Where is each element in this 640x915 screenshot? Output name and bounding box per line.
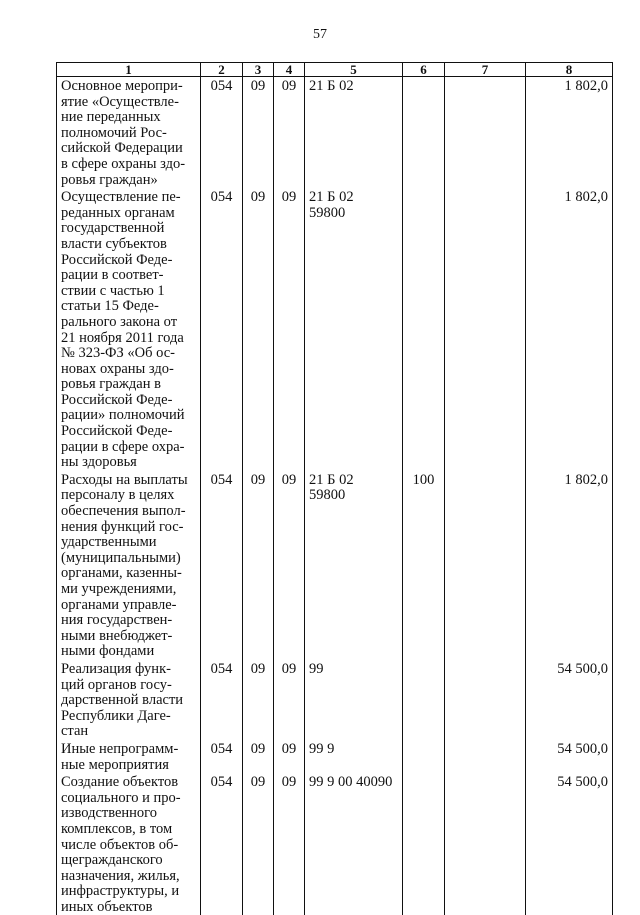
row-name-line: ния государствен- bbox=[61, 613, 196, 629]
row-name-line: (муниципальными) bbox=[61, 551, 196, 567]
subsection-code: 09 bbox=[274, 471, 305, 660]
column-header: 7 bbox=[445, 63, 526, 77]
target-article-line: 21 Б 02 bbox=[309, 190, 398, 206]
amount-value: 1 802,0 bbox=[526, 77, 613, 189]
row-name bbox=[57, 77, 201, 189]
target-article-code bbox=[305, 660, 403, 740]
row-name-line: Иные непрограмм- bbox=[61, 742, 196, 758]
row-name-line: Расходы на выплаты bbox=[61, 473, 196, 489]
column-header: 5 bbox=[305, 63, 403, 77]
table-row bbox=[57, 740, 613, 773]
section-code: 09 bbox=[243, 773, 274, 915]
expense-type-code bbox=[403, 660, 445, 740]
target-article-line: 99 bbox=[309, 662, 398, 678]
row-name-line: Основное меропри- bbox=[61, 79, 196, 95]
row-name-line: ные мероприятия bbox=[61, 758, 196, 774]
table-body bbox=[57, 77, 613, 915]
subsection-code: 09 bbox=[274, 660, 305, 740]
row-name-line: дарственной власти bbox=[61, 693, 196, 709]
section-code: 09 bbox=[243, 740, 274, 773]
row-name-line: власти субъектов bbox=[61, 237, 196, 253]
row-name-line: № 323-ФЗ «Об ос- bbox=[61, 346, 196, 362]
table-header-row bbox=[57, 63, 613, 77]
table-row bbox=[57, 660, 613, 740]
ministry-code: 054 bbox=[201, 471, 243, 660]
amount-value: 1 802,0 bbox=[526, 471, 613, 660]
row-name bbox=[57, 471, 201, 660]
subsection-code: 09 bbox=[274, 773, 305, 915]
expense-type-code: 100 bbox=[403, 471, 445, 660]
column-header: 1 bbox=[57, 63, 201, 77]
row-name-line: ровья граждан в bbox=[61, 377, 196, 393]
row-name-line: изводственного bbox=[61, 806, 196, 822]
row-name-line: статьи 15 Феде- bbox=[61, 299, 196, 315]
row-name bbox=[57, 740, 201, 773]
column-header: 6 bbox=[403, 63, 445, 77]
row-name-line: назначения, жилья, bbox=[61, 869, 196, 885]
row-name-line: рации в соответ- bbox=[61, 268, 196, 284]
column-header: 2 bbox=[201, 63, 243, 77]
section-code: 09 bbox=[243, 188, 274, 471]
column-header: 4 bbox=[274, 63, 305, 77]
subsection-code: 09 bbox=[274, 740, 305, 773]
amount-value: 1 802,0 bbox=[526, 188, 613, 471]
row-name-line: инфраструктуры, и bbox=[61, 884, 196, 900]
row-name-line: иных объектов bbox=[61, 900, 196, 915]
target-article-code bbox=[305, 77, 403, 189]
column-7-value bbox=[445, 188, 526, 471]
row-name-line: в сфере охраны здо- bbox=[61, 157, 196, 173]
target-article-line: 21 Б 02 bbox=[309, 473, 398, 489]
row-name-line: ными внебюджет- bbox=[61, 629, 196, 645]
ministry-code: 054 bbox=[201, 188, 243, 471]
column-header: 3 bbox=[243, 63, 274, 77]
budget-table bbox=[56, 62, 613, 915]
section-code: 09 bbox=[243, 660, 274, 740]
target-article-line: 21 Б 02 bbox=[309, 79, 398, 95]
row-name-line: Российской Феде- bbox=[61, 253, 196, 269]
row-name-line: персоналу в целях bbox=[61, 488, 196, 504]
column-7-value bbox=[445, 471, 526, 660]
table-row bbox=[57, 188, 613, 471]
table-row bbox=[57, 77, 613, 189]
row-name bbox=[57, 660, 201, 740]
target-article-line: 99 9 00 40090 bbox=[309, 775, 398, 791]
target-article-code bbox=[305, 471, 403, 660]
column-header: 8 bbox=[526, 63, 613, 77]
page-number: 57 bbox=[0, 27, 640, 43]
row-name-line: Республики Даге- bbox=[61, 709, 196, 725]
ministry-code: 054 bbox=[201, 77, 243, 189]
target-article-line: 59800 bbox=[309, 206, 398, 222]
target-article-code bbox=[305, 188, 403, 471]
row-name-line: рального закона от bbox=[61, 315, 196, 331]
ministry-code: 054 bbox=[201, 660, 243, 740]
row-name-line: Создание объектов bbox=[61, 775, 196, 791]
row-name-line: ятие «Осуществле- bbox=[61, 95, 196, 111]
row-name-line: органами управле- bbox=[61, 598, 196, 614]
row-name bbox=[57, 188, 201, 471]
ministry-code: 054 bbox=[201, 740, 243, 773]
row-name-line: ние переданных bbox=[61, 110, 196, 126]
ministry-code: 054 bbox=[201, 773, 243, 915]
row-name-line: ций органов госу- bbox=[61, 678, 196, 694]
row-name-line: реданных органам bbox=[61, 206, 196, 222]
row-name-line: рации в сфере охра- bbox=[61, 440, 196, 456]
expense-type-code bbox=[403, 77, 445, 189]
table-row bbox=[57, 471, 613, 660]
row-name-line: обеспечения выпол- bbox=[61, 504, 196, 520]
row-name-line: органами, казенны- bbox=[61, 566, 196, 582]
amount-value: 54 500,0 bbox=[526, 660, 613, 740]
row-name-line: социального и про- bbox=[61, 791, 196, 807]
row-name-line: ны здоровья bbox=[61, 455, 196, 471]
expense-type-code bbox=[403, 188, 445, 471]
row-name-line: стан bbox=[61, 724, 196, 740]
subsection-code: 09 bbox=[274, 188, 305, 471]
column-7-value bbox=[445, 773, 526, 915]
row-name-line: Российской Феде- bbox=[61, 424, 196, 440]
row-name-line: ствии с частью 1 bbox=[61, 284, 196, 300]
row-name-line: ровья граждан» bbox=[61, 173, 196, 189]
row-name-line: полномочий Рос- bbox=[61, 126, 196, 142]
row-name-line: щегражданского bbox=[61, 853, 196, 869]
row-name-line: Российской Феде- bbox=[61, 393, 196, 409]
column-7-value bbox=[445, 660, 526, 740]
target-article-line: 59800 bbox=[309, 488, 398, 504]
expense-type-code bbox=[403, 773, 445, 915]
row-name-line: числе объектов об- bbox=[61, 838, 196, 854]
row-name-line: нения функций гос- bbox=[61, 520, 196, 536]
target-article-code bbox=[305, 773, 403, 915]
row-name-line: ными фондами bbox=[61, 644, 196, 660]
row-name-line: Реализация функ- bbox=[61, 662, 196, 678]
target-article-line: 99 9 bbox=[309, 742, 398, 758]
row-name bbox=[57, 773, 201, 915]
row-name-line: 21 ноября 2011 года bbox=[61, 331, 196, 347]
row-name-line: ми учреждениями, bbox=[61, 582, 196, 598]
row-name-line: комплексов, в том bbox=[61, 822, 196, 838]
column-7-value bbox=[445, 77, 526, 189]
section-code: 09 bbox=[243, 77, 274, 189]
section-code: 09 bbox=[243, 471, 274, 660]
row-name-line: государственной bbox=[61, 221, 196, 237]
subsection-code: 09 bbox=[274, 77, 305, 189]
amount-value: 54 500,0 bbox=[526, 740, 613, 773]
column-7-value bbox=[445, 740, 526, 773]
expense-type-code bbox=[403, 740, 445, 773]
row-name-line: новах охраны здо- bbox=[61, 362, 196, 378]
row-name-line: сийской Федерации bbox=[61, 141, 196, 157]
table-row bbox=[57, 773, 613, 915]
row-name-line: Осуществление пе- bbox=[61, 190, 196, 206]
row-name-line: рации» полномочий bbox=[61, 408, 196, 424]
target-article-code bbox=[305, 740, 403, 773]
row-name-line: ударственными bbox=[61, 535, 196, 551]
amount-value: 54 500,0 bbox=[526, 773, 613, 915]
